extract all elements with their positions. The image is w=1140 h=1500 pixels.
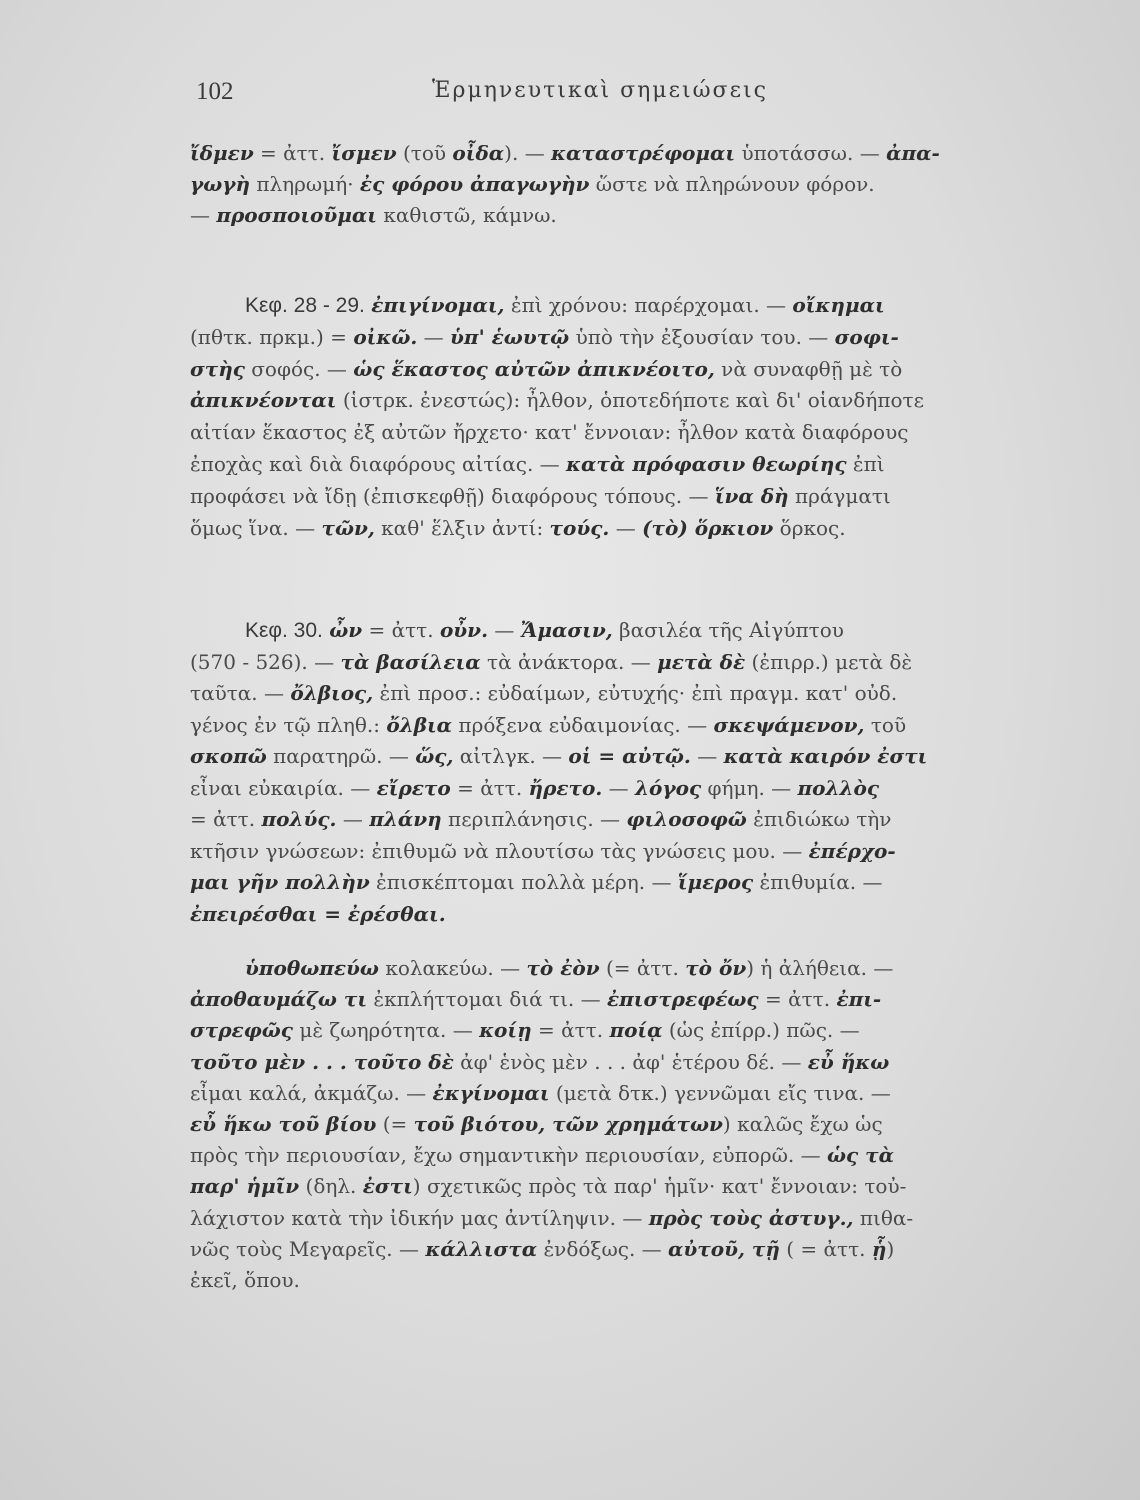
gloss-text: ὅρκος.	[773, 515, 846, 540]
gloss-text: αἰτλγκ. —	[453, 744, 569, 768]
text-line	[190, 953, 1108, 984]
chapter-ref: Κεφ. 30.	[245, 619, 323, 642]
headword: ὥς,	[415, 744, 454, 768]
headword: οἴκημαι	[792, 293, 885, 317]
gloss-text: ταῦτα. —	[190, 681, 291, 705]
headword: ἐστι	[362, 1174, 413, 1199]
gloss-text: ) καλῶς ἔχω ὡς	[722, 1112, 883, 1137]
headword: ὡς τὰ	[826, 1143, 895, 1168]
gloss-text: (ὡς ἐπίρρ.) πῶς. —	[662, 1018, 860, 1043]
headword: ὄλβιος,	[290, 681, 374, 705]
gloss-text: σοφός. —	[244, 356, 354, 381]
page-header	[196, 74, 856, 114]
text-line	[190, 984, 1108, 1015]
headword: ἵμερος	[677, 870, 754, 894]
headword: ὑπ' ἑωυτῷ	[450, 324, 570, 349]
text-line	[190, 417, 1108, 449]
paragraph-glossary-intro	[190, 138, 1108, 231]
headword: ὑποθωπεύω	[245, 956, 379, 980]
gloss-text: μὲ ζωηρότητα. —	[292, 1018, 480, 1043]
text-line	[190, 1171, 1108, 1202]
headword: τὰ βασίλεια	[340, 649, 481, 674]
headword: σκεψάμενον,	[713, 712, 865, 737]
gloss-text: ἐπιδιώκω τὴν	[746, 807, 892, 831]
gloss-text: πράγματι	[788, 483, 891, 508]
headword: ἵνα δὴ	[714, 483, 789, 508]
text-line	[190, 1265, 1108, 1296]
gloss-text: κτῆσιν γνώσεων: ἐπιθυμῶ νὰ πλουτίσω τὰς γνώσεις μου. —	[190, 838, 809, 863]
text-line	[190, 773, 1108, 805]
headword: ἀπικνέονται	[190, 388, 337, 413]
text-line	[190, 449, 1108, 481]
gloss-text: —	[190, 203, 217, 227]
headword: ἴσμεν	[331, 141, 397, 165]
gloss-text: —	[417, 324, 451, 349]
headword: Ἄμασιν,	[520, 618, 613, 642]
gloss-text: = ἀττ.	[253, 141, 332, 165]
headword: τοῦτο μὲν . . . τοῦτο δὲ	[190, 1049, 454, 1074]
text-line	[190, 1109, 1108, 1140]
text-line	[190, 385, 1108, 417]
headword: ἐς φόρου ἀπαγωγὴν	[359, 172, 590, 196]
gloss-text: —	[602, 775, 636, 800]
headword: σκοπῶ	[190, 744, 267, 768]
paragraph-chapter-28-29	[190, 290, 1108, 544]
text-line	[190, 678, 1108, 710]
gloss-text: ἐκεῖ, ὅπου.	[190, 1268, 300, 1293]
headword: σοφι-	[834, 324, 899, 349]
text-line	[190, 867, 1108, 899]
gloss-text: ἐκπλήττομαι διά τι. —	[367, 987, 607, 1012]
gloss-text: ἐπὶ χρόνου: παρέρχομαι. —	[504, 293, 793, 317]
gloss-text: (μετὰ δτκ.) γεννῶμαι εἴς τινα. —	[549, 1080, 891, 1105]
text-line	[190, 354, 1108, 386]
gloss-text: ( = ἀττ.	[779, 1236, 872, 1261]
gloss-text: —	[609, 515, 643, 540]
chapter-ref: Κεφ. 28 - 29.	[245, 294, 365, 317]
text-line	[190, 1015, 1108, 1046]
headword: ἐπιστρεφέως	[607, 987, 759, 1012]
headword: μετὰ δὲ	[657, 649, 746, 674]
gloss-text: ) ἡ ἀλήθεια. —	[746, 956, 894, 980]
gloss-text: ) σχετικῶς πρὸς τὰ παρ' ἡμῖν· κατ' ἔννοιαν: τοὐ-	[412, 1174, 907, 1199]
gloss-text: ἐπιθυμία. —	[753, 870, 883, 894]
gloss-text: εἶναι εὐκαιρία. —	[190, 775, 377, 800]
gloss-text: ὑποτάσσω. —	[735, 141, 887, 165]
headword: κάλλιστα	[425, 1236, 538, 1261]
gloss-text: (ἱστρκ. ἐνεστώς): ἦλθον, ὁποτεδήποτε καὶ δι' οἱανδήποτε	[336, 388, 924, 413]
headword: παρ' ἡμῖν	[190, 1174, 300, 1199]
headword: οἶδα	[452, 141, 505, 165]
gloss-text: (δηλ.	[299, 1174, 363, 1199]
text-line	[190, 322, 1108, 354]
gloss-text: βασιλέα τῆς Αἰγύπτου	[612, 618, 844, 642]
headword: ἐπειρέσθαι = ἐρέσθαι.	[190, 901, 446, 926]
running-title: Ἑρμηνευτικαὶ σημειώσεις	[432, 78, 768, 103]
headword: οὖν.	[439, 618, 489, 642]
gloss-text: εἶμαι καλά, ἀκμάζω. —	[190, 1080, 433, 1105]
text-line	[190, 169, 1108, 200]
headword: τούς.	[549, 515, 610, 540]
gloss-text: πρὸς τὴν περιουσίαν, ἔχω σημαντικὴν περιουσίαν, εὐπορῶ. —	[190, 1143, 827, 1168]
gloss-text: ὅμως ἵνα. —	[190, 515, 322, 540]
gloss-text: παρατηρῶ. —	[266, 744, 416, 768]
gloss-text: ἐπισκέπτομαι πολλὰ μέρη. —	[369, 870, 678, 894]
headword: τῶν,	[321, 515, 375, 540]
gloss-text: ). —	[504, 141, 552, 165]
gloss-text: ἐνδόξως. —	[537, 1236, 669, 1261]
gloss-text: ἐπὶ	[846, 451, 885, 476]
headword: ἀποθαυμάζω τι	[190, 987, 367, 1012]
headword: οἰκῶ.	[353, 324, 418, 349]
headword: οἱ = αὐτῷ.	[568, 744, 691, 768]
gloss-text: ἀφ' ἑνὸς μὲν . . . ἀφ' ἑτέρου δέ. —	[453, 1049, 808, 1074]
gloss-text: γένος ἐν τῷ πληθ.:	[190, 712, 387, 737]
gloss-text: πρόξενα εὐδαιμονίας. —	[452, 712, 714, 737]
gloss-text: κολακεύω. —	[378, 956, 527, 980]
gloss-text: ἐποχὰς καὶ διὰ διαφόρους αἰτίας. —	[190, 451, 567, 476]
headword: τὸ ἐὸν	[526, 956, 600, 980]
gloss-text: = ἀττ.	[531, 1018, 610, 1043]
headword: εἴρετο	[376, 775, 451, 800]
gloss-text: καθ' ἕλξιν ἀντί:	[374, 515, 550, 540]
headword: ποίᾳ	[609, 1018, 663, 1043]
headword: ἴδμεν	[190, 141, 254, 165]
text-line	[190, 481, 1108, 513]
gloss-text: = ἀττ.	[190, 807, 262, 831]
headword: στρεφῶς	[190, 1018, 293, 1043]
gloss-text: (ἐπιρρ.) μετὰ δὲ	[745, 649, 913, 674]
headword: στὴς	[190, 356, 245, 381]
headword: εὖ ἥκω	[807, 1049, 890, 1074]
headword: τὸ ὄν	[685, 956, 747, 980]
headword: εὖ ἥκω τοῦ βίου	[190, 1112, 377, 1137]
gloss-text: ὥστε νὰ πληρώνουν φόρον.	[589, 172, 875, 196]
headword: (τὸ) ὅρκιον	[642, 515, 774, 540]
headword: αὐτοῦ, τῇ	[668, 1236, 780, 1261]
headword: ὡς ἕκαστος αὐτῶν ἀπικνέοιτο,	[353, 356, 715, 381]
gloss-text: αἰτίαν ἕκαστος ἐξ αὐτῶν ἤρχετο· κατ' ἔννοιαν: ἦλθον κατὰ διαφόρους	[190, 420, 909, 445]
gloss-text: = ἀττ.	[450, 775, 529, 800]
gloss-text: —	[488, 618, 521, 642]
headword: κοίῃ	[479, 1018, 532, 1043]
headword: πολύς.	[261, 807, 337, 831]
text-line	[190, 200, 1108, 231]
gloss-text: = ἀττ.	[758, 987, 837, 1012]
text-line	[190, 899, 1108, 931]
headword: πρὸς τοὺς ἀστυγ.,	[648, 1205, 854, 1230]
headword: γωγὴ	[190, 172, 250, 196]
gloss-text: περιπλάνησις. —	[441, 807, 627, 831]
paragraph-chapter-30-continued	[190, 953, 1108, 1296]
gloss-text: (=	[376, 1112, 414, 1137]
gloss-text: λάχιστον κατὰ τὴν ἰδικήν μας ἀντίληψιν. —	[190, 1205, 649, 1230]
text-line	[190, 710, 1108, 742]
gloss-text: πληρωμή·	[250, 172, 360, 196]
headword: ᾗ	[871, 1236, 887, 1261]
headword: ἀπα-	[886, 141, 940, 165]
gloss-text: ὑπὸ τὴν ἐξουσίαν του. —	[569, 324, 835, 349]
headword: ἐκγίνομαι	[432, 1080, 550, 1105]
gloss-text: προφάσει νὰ ἴδῃ (ἐπισκεφθῇ) διαφόρους τόπους. —	[190, 483, 715, 508]
headword: καταστρέφομαι	[551, 141, 736, 165]
gloss-text: —	[690, 744, 724, 768]
headword: προσποιοῦμαι	[216, 203, 377, 227]
text-line	[190, 1078, 1108, 1109]
gloss-text: τὰ ἀνάκτορα. —	[480, 649, 658, 674]
text-line	[190, 615, 1108, 647]
gloss-text: καθιστῶ, κάμνω.	[376, 203, 557, 227]
text-line	[190, 804, 1108, 836]
headword: πλάνη	[369, 807, 442, 831]
paragraph-chapter-30	[190, 615, 1108, 930]
headword: ἐπι-	[836, 987, 882, 1012]
headword: μαι γῆν πολλὴν	[190, 870, 370, 894]
gloss-text: πιθα-	[853, 1205, 914, 1230]
gloss-text: φήμη. —	[701, 775, 798, 800]
text-line	[190, 1234, 1108, 1265]
gloss-text: )	[886, 1236, 895, 1261]
page-number: 102	[196, 78, 234, 105]
headword: ὦν	[329, 618, 363, 642]
text-line	[190, 741, 1108, 773]
gloss-text: (= ἀττ.	[599, 956, 686, 980]
headword: κατὰ καιρόν ἐστι	[723, 744, 928, 768]
text-line	[190, 1140, 1108, 1171]
text-line	[190, 647, 1108, 679]
text-line	[190, 1047, 1108, 1078]
gloss-text: ἐπὶ προσ.: εὐδαίμων, εὐτυχής· ἐπὶ πραγμ. κατ' οὐδ.	[373, 681, 898, 705]
text-line	[190, 138, 1108, 169]
gloss-text: τοῦ	[864, 712, 907, 737]
gloss-text: = ἀττ.	[362, 618, 440, 642]
gloss-text: —	[336, 807, 370, 831]
headword: ὄλβια	[386, 712, 453, 737]
headword: φιλοσοφῶ	[626, 807, 747, 831]
gloss-text: νὰ συναφθῇ μὲ τὸ	[714, 356, 903, 381]
text-line	[190, 836, 1108, 868]
headword: τοῦ βιότου, τῶν χρημάτων	[413, 1112, 723, 1137]
text-line	[190, 513, 1108, 545]
headword: πολλὸς	[797, 775, 880, 800]
gloss-text: (τοῦ	[396, 141, 453, 165]
headword: ἤρετο.	[528, 775, 603, 800]
headword: ἐπέρχο-	[808, 838, 896, 863]
headword: ἐπιγίνομαι,	[371, 293, 505, 317]
headword: λόγος	[635, 775, 702, 800]
headword: κατὰ πρόφασιν θεωρίης	[566, 451, 847, 476]
gloss-text: (570 - 526). —	[190, 649, 341, 674]
text-line	[190, 1203, 1108, 1234]
gloss-text: (πθτκ. πρκμ.) =	[190, 324, 354, 349]
gloss-text: νῶς τοὺς Μεγαρεῖς. —	[190, 1236, 426, 1261]
text-line	[190, 290, 1108, 322]
